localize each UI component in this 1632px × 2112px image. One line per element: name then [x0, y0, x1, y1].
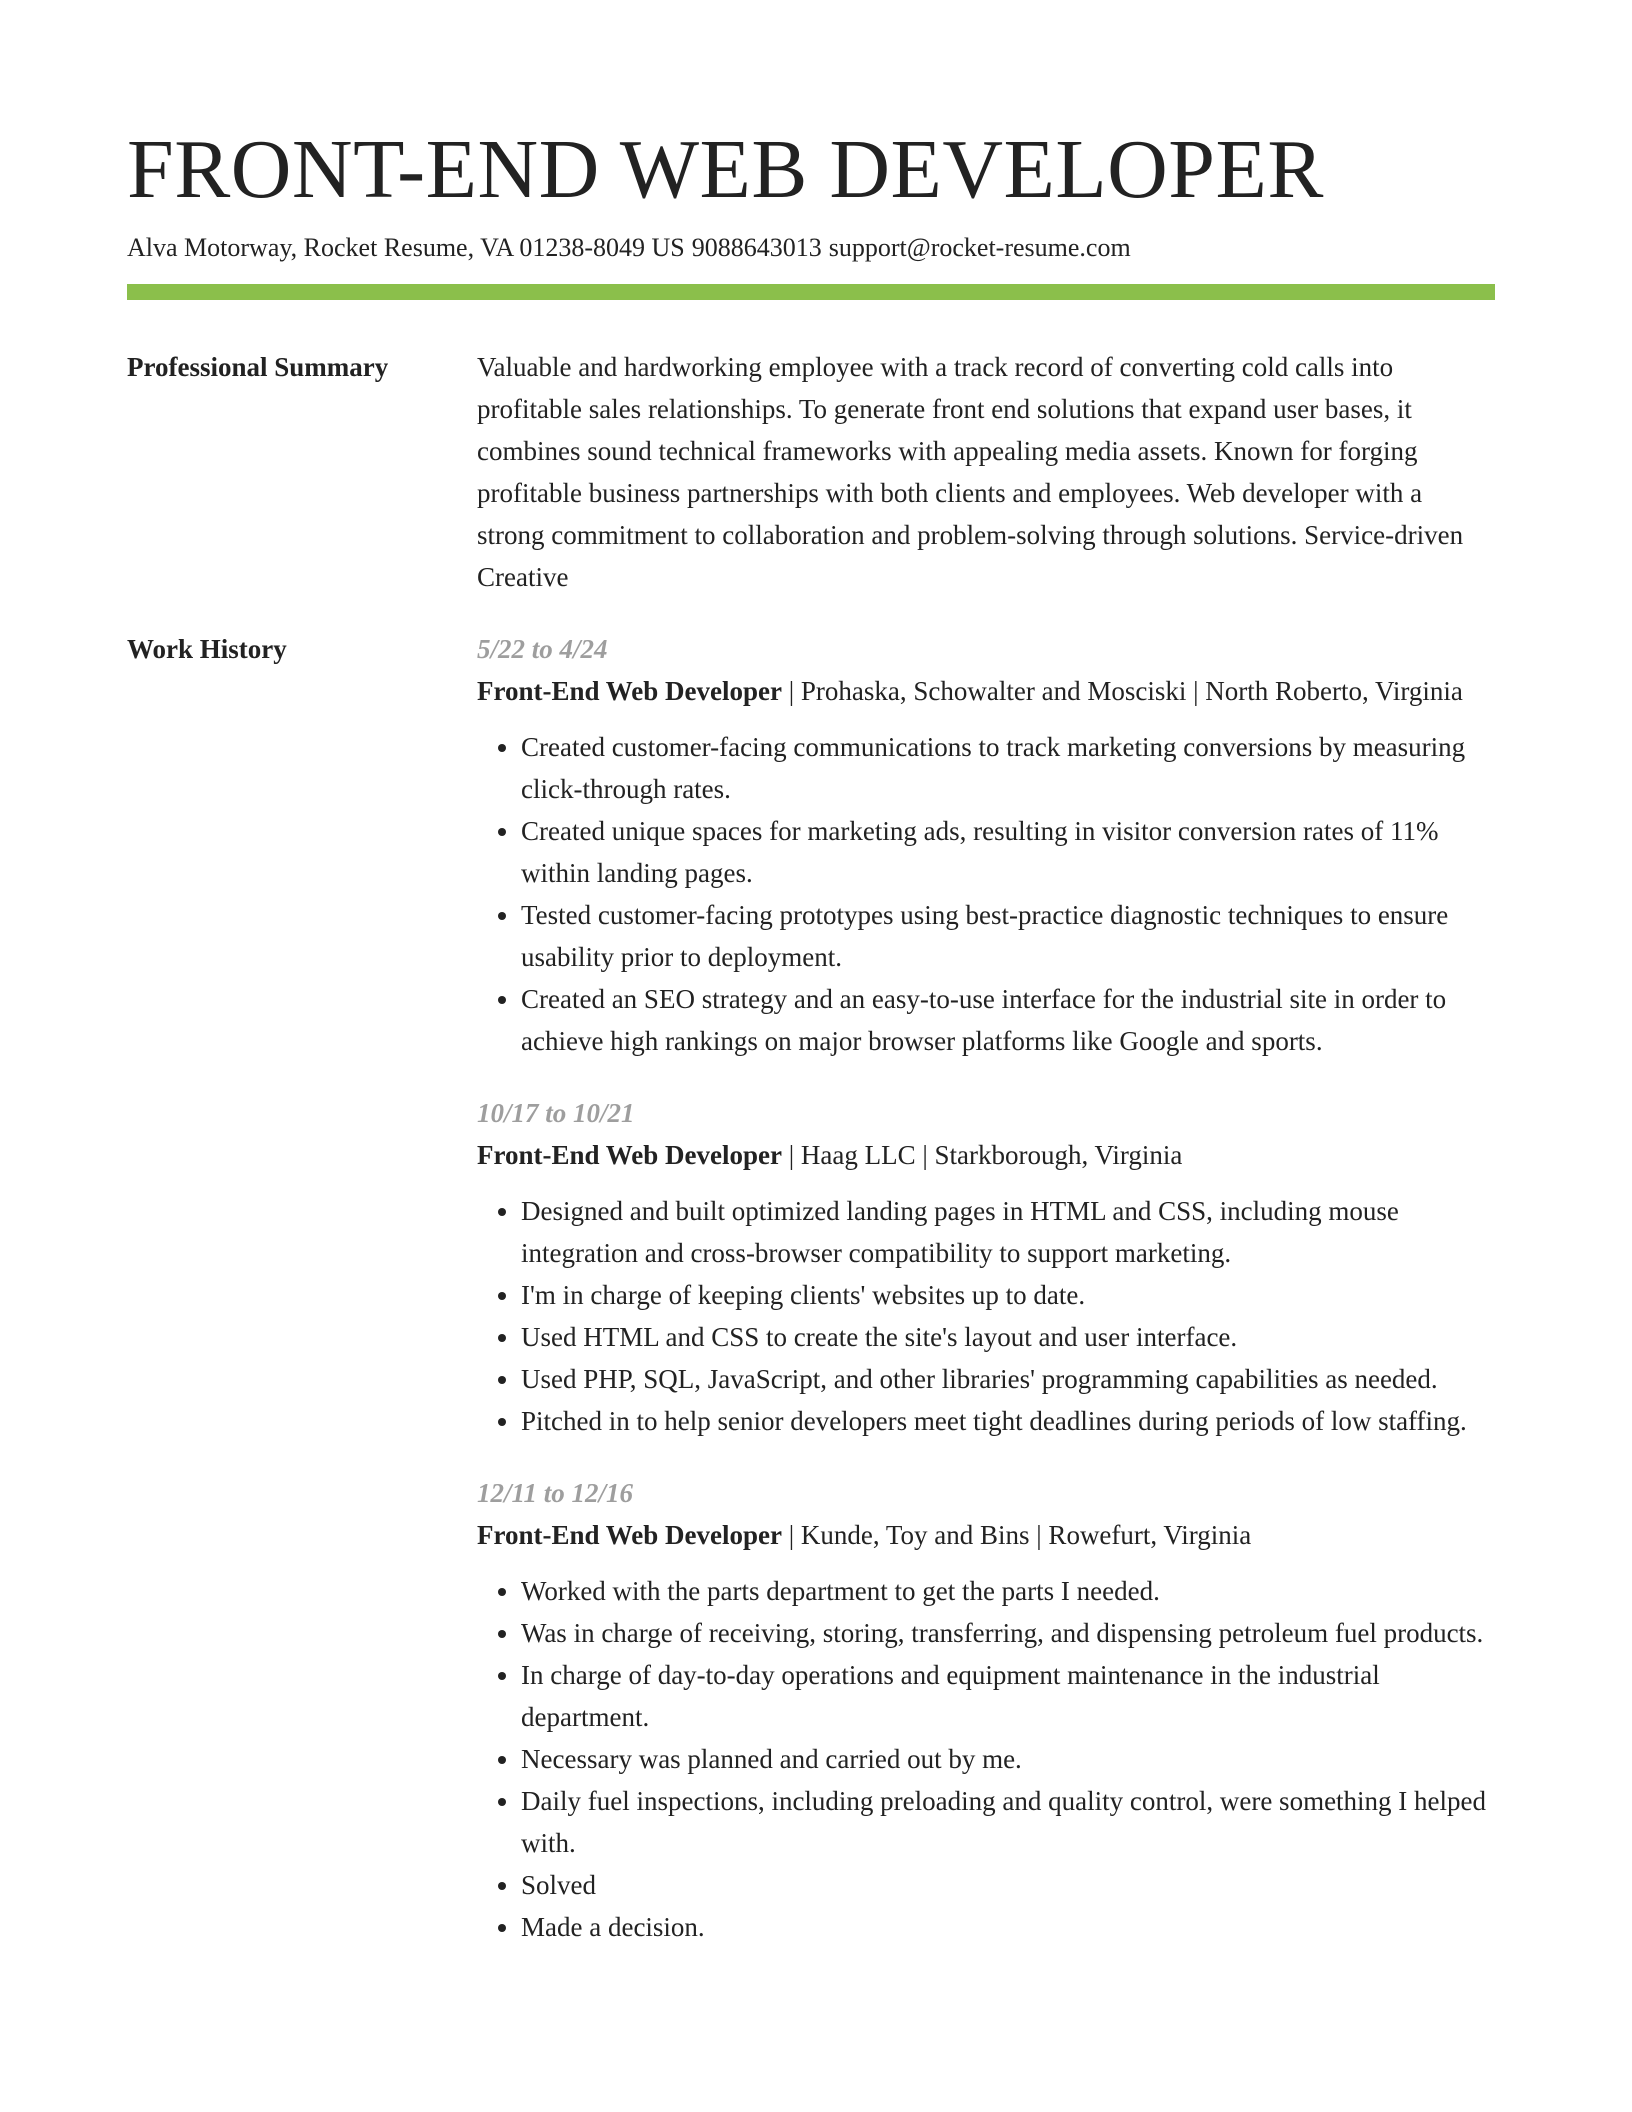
job-title: Front-End Web Developer [477, 1520, 783, 1550]
header-divider [127, 284, 1495, 300]
job-title: Front-End Web Developer [477, 1140, 783, 1170]
job-heading [477, 670, 1495, 712]
job-bullet: • I'm in charge of keeping clients' websites up to date. [521, 1274, 1495, 1316]
job-bullet-list [477, 1570, 1495, 1948]
job-heading [477, 1514, 1495, 1556]
job-entry [477, 1092, 1495, 1442]
job-bullet: • Created customer-facing communications to track marketing conversions by measuring click-through rates. [521, 726, 1495, 810]
job-bullet: • Solved [521, 1864, 1495, 1906]
contact-email: support@rocket-resume.com [828, 233, 1131, 262]
job-bullet: • Tested customer-facing prototypes using best-practice diagnostic techniques to ensure usability prior to deployment. [521, 894, 1495, 978]
job-bullet: • Created unique spaces for marketing ads, resulting in visitor conversion rates of 11% within landing pages. [521, 810, 1495, 894]
job-company-location: | Kunde, Toy and Bins | Rowefurt, Virginia [782, 1520, 1252, 1550]
resume-page [127, 122, 1495, 1978]
job-heading [477, 1134, 1495, 1176]
job-bullet: • In charge of day-to-day operations and equipment maintenance in the industrial department. [521, 1654, 1495, 1738]
job-bullet: • Created an SEO strategy and an easy-to-use interface for the industrial site in order to achieve high rankings on major browser platforms like Google and sports. [521, 978, 1495, 1062]
job-company-location: | Prohaska, Schowalter and Mosciski | North Roberto, Virginia [782, 676, 1463, 706]
job-bullet-list [477, 1190, 1495, 1442]
section-label-work: Work History [127, 634, 287, 664]
section-label-summary: Professional Summary [127, 352, 389, 382]
job-title: Front-End Web Developer [477, 676, 783, 706]
job-bullet-list [477, 726, 1495, 1062]
job-dates: 5/22 to 4/24 [477, 634, 608, 664]
work-history-body [477, 628, 1495, 1978]
job-bullet: • Used HTML and CSS to create the site's layout and user interface. [521, 1316, 1495, 1358]
job-bullet: • Daily fuel inspections, including preloading and quality control, were something I helped with. [521, 1780, 1495, 1864]
job-entry [477, 628, 1495, 1062]
job-company-location: | Haag LLC | Starkborough, Virginia [782, 1140, 1183, 1170]
contact-address: Alva Motorway, Rocket Resume, VA 01238-8049 US [127, 233, 685, 262]
contact-phone: 9088643013 [691, 233, 822, 262]
resume-title: FRONT-END WEB DEVELOPER [127, 123, 1324, 216]
work-history-section [127, 628, 1495, 1978]
job-bullet: • Necessary was planned and carried out by me. [521, 1738, 1495, 1780]
professional-summary-section [127, 346, 1495, 598]
job-bullet: • Used PHP, SQL, JavaScript, and other libraries' programming capabilities as needed. [521, 1358, 1495, 1400]
job-bullet: • Made a decision. [521, 1906, 1495, 1948]
job-entry [477, 1472, 1495, 1948]
job-dates: 12/11 to 12/16 [477, 1478, 634, 1508]
job-bullet: • Worked with the parts department to get the parts I needed. [521, 1570, 1495, 1612]
summary-body [477, 346, 1495, 598]
job-dates: 10/17 to 10/21 [477, 1098, 635, 1128]
contact-line [127, 232, 1495, 264]
job-bullet: • Designed and built optimized landing pages in HTML and CSS, including mouse integration and cross-browser compatibility to support marketing. [521, 1190, 1495, 1274]
job-bullet: • Was in charge of receiving, storing, transferring, and dispensing petroleum fuel products. [521, 1612, 1495, 1654]
job-bullet: • Pitched in to help senior developers meet tight deadlines during periods of low staffing. [521, 1400, 1495, 1442]
summary-text: Valuable and hardworking employee with a track record of converting cold calls into profitable sales relationships. To generate front end solutions that expand user bases, it combines sound technical frameworks with appealing media assets. Known for forging profitable business partnerships with both clients and employees. Web developer with a strong commitment to collaboration and problem-solving through solutions. Service-driven Creative [477, 352, 1464, 592]
